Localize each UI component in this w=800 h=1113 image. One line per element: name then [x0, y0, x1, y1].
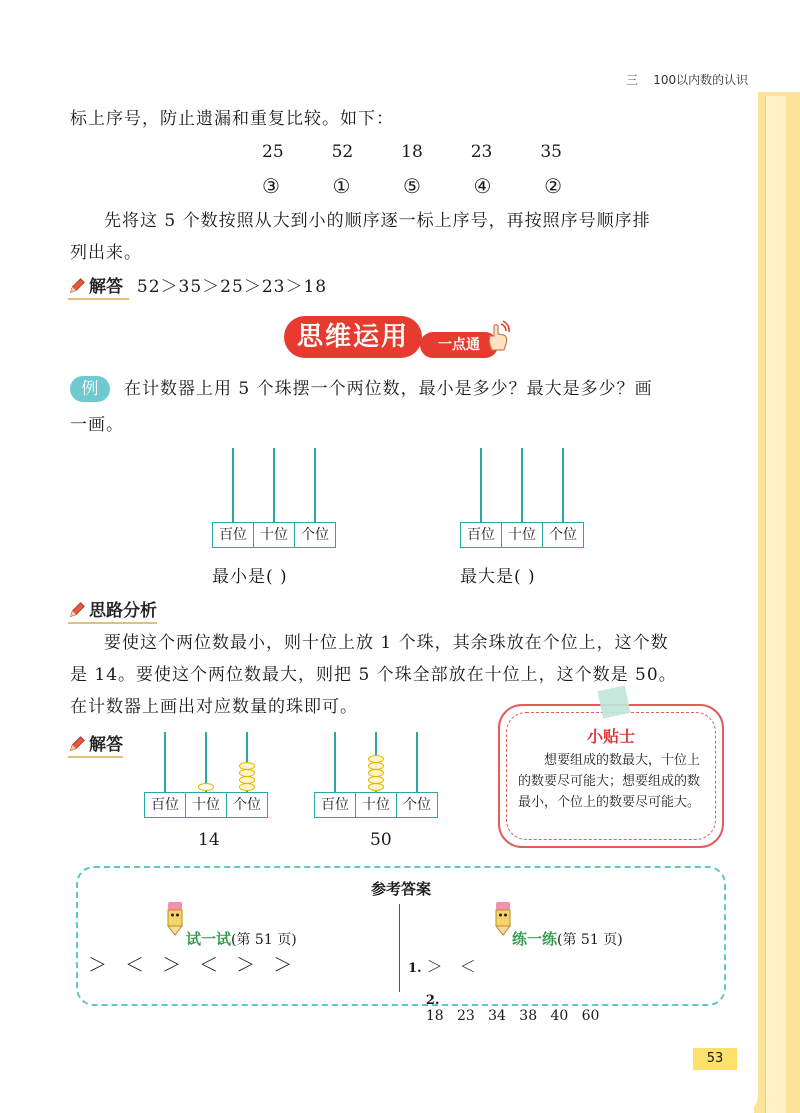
- rank: ④: [473, 174, 492, 198]
- reference-answers-box: [76, 866, 726, 1024]
- answer-text: 52＞35＞25＞23＞18: [136, 277, 328, 297]
- abacus-base: [314, 792, 438, 818]
- answer-label: [68, 277, 129, 300]
- analysis-line: 要使这个两位数最小，则十位上放 1 个珠，其余珠放在个位上，这个数: [104, 633, 669, 653]
- bead-ones: [239, 783, 255, 791]
- bead-tens: [368, 783, 384, 791]
- example-tag: 例: [70, 376, 110, 402]
- place-ones: 个位: [403, 797, 431, 813]
- abacus-base: [212, 522, 336, 548]
- pencil-mascot-icon: [492, 900, 514, 936]
- place-tens: 十位: [502, 523, 543, 547]
- analysis-label-text: 思路分析: [89, 601, 157, 621]
- paragraph-line: 列出来。: [70, 243, 142, 263]
- analysis-label: [68, 601, 157, 624]
- max-label: 最大是( ): [460, 567, 536, 587]
- place-hundreds: 百位: [145, 793, 186, 817]
- left-answers: ＞ ＜ ＞ ＜ ＞ ＞: [88, 954, 299, 976]
- abacus-rod: [416, 732, 418, 792]
- bead-tens: [368, 769, 384, 777]
- abacus-empty-min: [212, 448, 336, 550]
- page-stack-decoration-inner: [765, 96, 786, 1113]
- running-header: [626, 71, 748, 88]
- right-heading-page: (第 51 页): [557, 932, 623, 948]
- rank: ①: [332, 174, 351, 198]
- pencil-mascot-icon: [164, 900, 186, 936]
- number: 23: [470, 142, 493, 162]
- pencil-icon: [68, 601, 86, 619]
- abacus-rod: [521, 448, 523, 522]
- left-heading-page: (第 51 页): [231, 932, 297, 948]
- number-row: [262, 142, 562, 162]
- solution-heading: [68, 730, 123, 755]
- reference-divider: [399, 904, 400, 992]
- abacus-rod: [334, 732, 336, 792]
- q1-answers: ＞ ＜: [426, 957, 482, 976]
- example-line: 一画。: [70, 415, 124, 435]
- abacus-answer-max: [314, 732, 438, 818]
- bead-ones: [239, 762, 255, 770]
- rank: ②: [544, 174, 562, 198]
- place-hundreds: 百位: [461, 523, 502, 547]
- abacus-empty-max: [460, 448, 584, 550]
- min-label: 最小是( ): [212, 567, 288, 587]
- left-heading: [186, 928, 297, 949]
- q2-number: 2.: [425, 993, 440, 1008]
- right-q1: [408, 954, 482, 977]
- q2-answers: 18 23 34 38 40 60: [425, 1008, 600, 1024]
- tip-body: 想要组成的数最大，十位上的数要尽可能大；想要组成的数最小，个位上的数要尽可能大。: [518, 753, 701, 810]
- answer-value-min: 14: [198, 830, 220, 850]
- analysis-line: 是 14。要使这个两位数最大，则把 5 个珠全部放在十位上，这个数是 50。: [70, 665, 677, 685]
- answer-label-text: 解答: [89, 277, 123, 297]
- header-title: 100以内数的认识: [653, 73, 749, 87]
- solution-label: [68, 735, 123, 758]
- number: 52: [331, 142, 354, 162]
- bead-tens: [368, 776, 384, 784]
- answer-row: [68, 272, 327, 302]
- tape-decoration: [597, 685, 630, 718]
- example-line: 在计数器上用 5 个珠摆一个两位数，最小是多少？最大是多少？画: [124, 379, 653, 399]
- place-hundreds: 百位: [213, 523, 254, 547]
- abacus-rod: [480, 448, 482, 522]
- right-heading: [512, 928, 623, 949]
- place-ones: 个位: [301, 527, 329, 543]
- rank: ③: [262, 174, 280, 198]
- pencil-icon: [68, 277, 86, 295]
- solution-label-text: 解答: [89, 735, 123, 755]
- rank: ⑤: [403, 174, 421, 198]
- place-tens: 十位: [254, 523, 295, 547]
- right-q2: [408, 976, 599, 1040]
- place-tens: 十位: [186, 793, 227, 817]
- abacus-base: [144, 792, 268, 818]
- number: 35: [540, 142, 562, 162]
- abacus-rod: [562, 448, 564, 522]
- abacus-rod: [314, 448, 316, 522]
- place-ones: 个位: [549, 527, 577, 543]
- bead-ones: [239, 769, 255, 777]
- analysis-heading: [68, 596, 157, 621]
- place-tens: 十位: [356, 793, 397, 817]
- rank-row: [262, 174, 562, 198]
- bead-tens: [368, 755, 384, 763]
- intro-line: 标上序号，防止遗漏和重复比较。如下：: [70, 109, 394, 129]
- number: 25: [262, 142, 284, 162]
- hand-pointer-icon: [484, 320, 510, 352]
- abacus-rod: [232, 448, 234, 522]
- tip-title: 小贴士: [586, 727, 635, 746]
- paragraph-line: 先将这 5 个数按照从大到小的顺序逐一标上序号，再按照序号顺序排: [104, 211, 651, 231]
- pencil-icon: [68, 735, 86, 753]
- bead-tens: [368, 762, 384, 770]
- header-section: 三: [626, 73, 639, 87]
- abacus-rod: [164, 732, 166, 792]
- number: 18: [401, 142, 423, 162]
- section-banner: 思维运用: [284, 316, 422, 358]
- bead-ones: [239, 776, 255, 784]
- place-ones: 个位: [233, 797, 261, 813]
- bead-tens: [198, 783, 214, 791]
- answer-value-max: 50: [370, 830, 392, 850]
- right-heading-text: 练一练: [512, 930, 558, 948]
- tip-box: [498, 704, 724, 848]
- section-banner-sub: 一点通: [420, 332, 498, 358]
- analysis-line: 在计数器上画出对应数量的珠即可。: [70, 697, 358, 717]
- abacus-rod: [273, 448, 275, 522]
- abacus-base: [460, 522, 584, 548]
- abacus-answer-min: [144, 732, 268, 818]
- place-hundreds: 百位: [315, 793, 356, 817]
- reference-title: 参考答案: [370, 880, 431, 898]
- left-heading-text: 试一试: [186, 930, 232, 948]
- page-number: 53: [693, 1048, 737, 1070]
- q1-number: 1.: [408, 961, 422, 976]
